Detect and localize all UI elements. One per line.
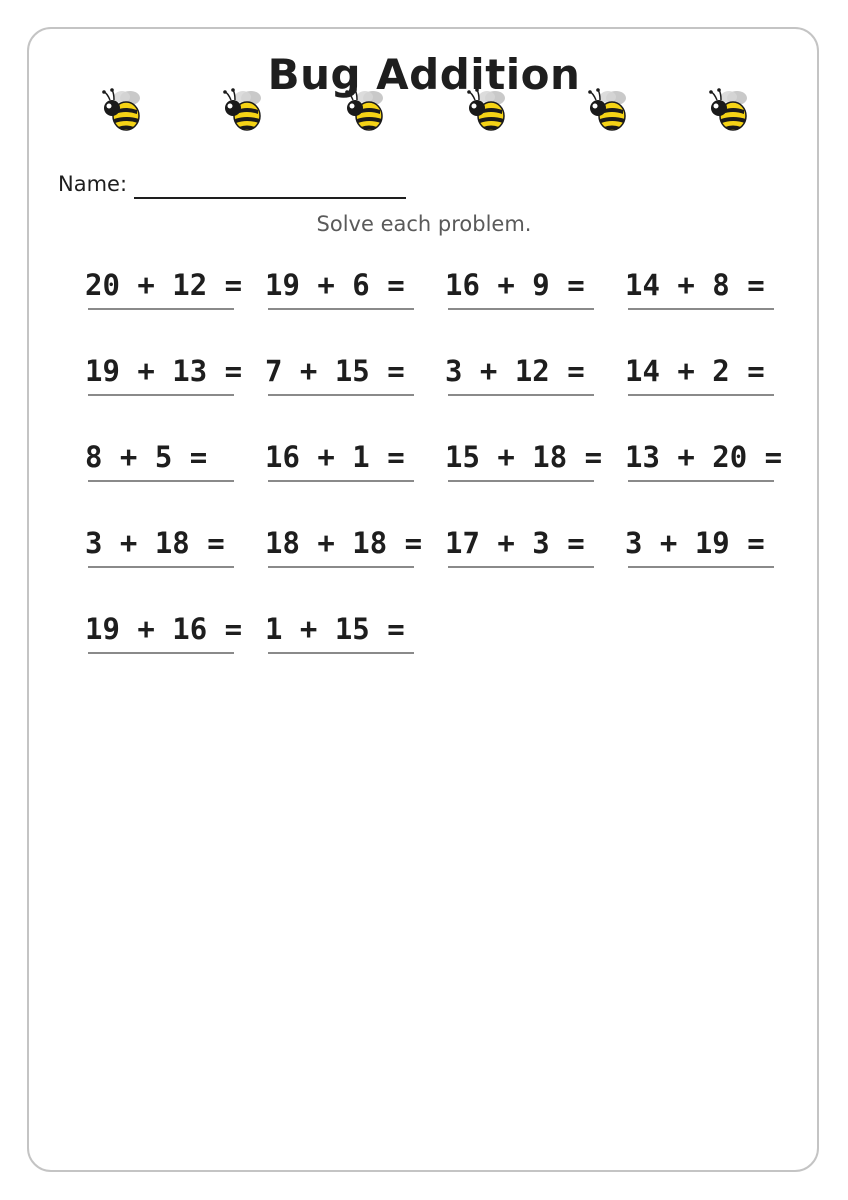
problem-expression: 20 + 12 = [85, 268, 243, 302]
problem-item [265, 526, 445, 576]
problem-item [85, 354, 265, 404]
answer-line[interactable] [448, 394, 594, 396]
problem-item [265, 612, 445, 662]
problem-expression: 3 + 12 = [445, 354, 585, 388]
problem-expression: 7 + 15 = [265, 354, 405, 388]
answer-line[interactable] [448, 480, 594, 482]
answer-line[interactable] [88, 308, 234, 310]
problem-expression: 19 + 6 = [265, 268, 405, 302]
problem-expression: 18 + 18 = [265, 526, 423, 560]
answer-line[interactable] [628, 566, 774, 568]
problem-expression: 14 + 2 = [625, 354, 765, 388]
problem-expression: 19 + 13 = [85, 354, 243, 388]
answer-line[interactable] [88, 566, 234, 568]
problem-expression: 14 + 8 = [625, 268, 765, 302]
problem-expression: 3 + 19 = [625, 526, 765, 560]
answer-line[interactable] [88, 480, 234, 482]
problem-item [625, 440, 805, 490]
problem-item [625, 354, 805, 404]
answer-line[interactable] [448, 308, 594, 310]
answer-line[interactable] [628, 394, 774, 396]
answer-line[interactable] [88, 394, 234, 396]
problem-expression: 8 + 5 = [85, 440, 208, 474]
problem-expression: 13 + 20 = [625, 440, 783, 474]
problem-expression: 16 + 9 = [445, 268, 585, 302]
worksheet-title: Bug Addition [267, 50, 581, 99]
problem-item [445, 526, 625, 576]
answer-line[interactable] [268, 652, 414, 654]
answer-line[interactable] [448, 566, 594, 568]
problem-expression: 15 + 18 = [445, 440, 603, 474]
instructions: Solve each problem. [316, 212, 532, 236]
answer-line[interactable] [628, 308, 774, 310]
problem-expression: 17 + 3 = [445, 526, 585, 560]
problem-item [85, 612, 265, 662]
problem-item [85, 268, 265, 318]
problem-item [445, 268, 625, 318]
problem-expression: 19 + 16 = [85, 612, 243, 646]
problem-expression: 3 + 18 = [85, 526, 225, 560]
problem-item [265, 354, 445, 404]
problem-item [85, 526, 265, 576]
problem-item [265, 440, 445, 490]
answer-line[interactable] [88, 652, 234, 654]
answer-line[interactable] [268, 480, 414, 482]
problem-expression: 1 + 15 = [265, 612, 405, 646]
problem-expression: 16 + 1 = [265, 440, 405, 474]
answer-line[interactable] [268, 394, 414, 396]
name-field-line[interactable] [134, 197, 406, 199]
answer-line[interactable] [268, 308, 414, 310]
problem-item [445, 440, 625, 490]
problem-item [85, 440, 265, 490]
problem-item [265, 268, 445, 318]
answer-line[interactable] [628, 480, 774, 482]
name-label: Name: [58, 172, 128, 196]
problem-item [625, 526, 805, 576]
problem-item [445, 354, 625, 404]
answer-line[interactable] [268, 566, 414, 568]
problem-item [625, 268, 805, 318]
